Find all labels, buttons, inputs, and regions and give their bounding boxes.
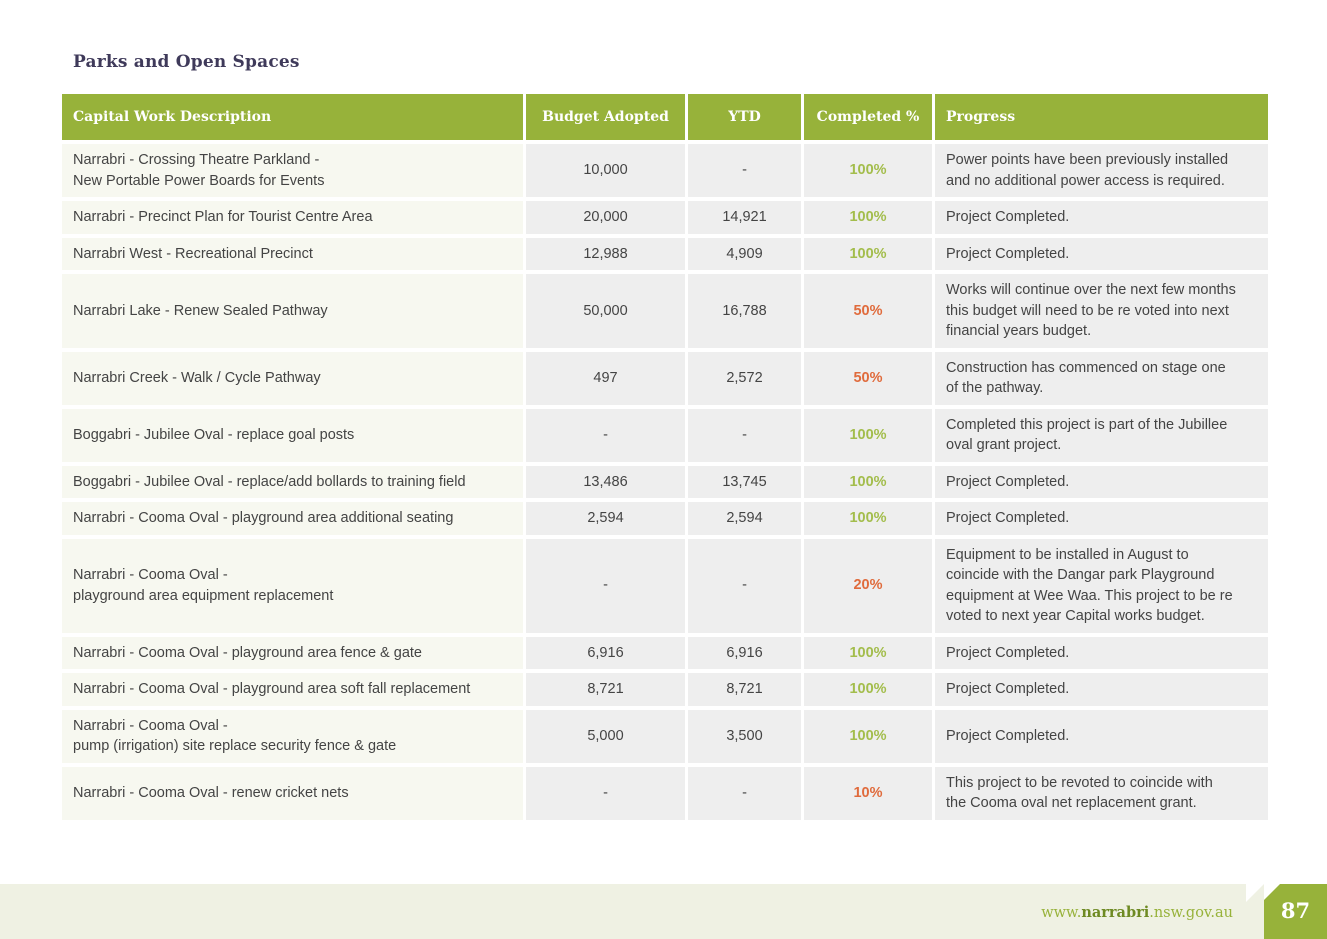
cell-budget-adopted: 8,721 [526, 673, 685, 706]
description-line: Boggabri - Jubilee Oval - replace goal posts [73, 426, 355, 443]
cell-budget-adopted: 6,916 [526, 637, 685, 670]
cell-description [62, 767, 523, 820]
progress-line: Project Completed. [946, 681, 1070, 697]
cell-progress [935, 409, 1268, 462]
cell-budget-adopted: - [526, 409, 685, 462]
table-row [62, 144, 1268, 197]
progress-line: Project Completed. [946, 727, 1070, 744]
progress-line: Works will continue over the next few months [946, 282, 1236, 298]
cell-budget-adopted: - [526, 767, 685, 820]
table-row [62, 274, 1268, 348]
cell-budget-adopted: 497 [526, 352, 685, 405]
cell-completed-percent: 100% [804, 238, 932, 271]
progress-line: Power points have been previously installed [946, 152, 1229, 168]
cell-ytd: 2,572 [688, 352, 801, 405]
progress-line: of the pathway. [946, 380, 1044, 396]
progress-line: Equipment to be installed in August to [946, 546, 1189, 563]
progress-line: Project Completed. [946, 644, 1070, 661]
cell-progress [935, 710, 1268, 763]
cell-description [62, 352, 523, 405]
description-line: Narrabri - Precinct Plan for Tourist Centre Area [73, 209, 373, 225]
progress-line: financial years budget. [946, 323, 1092, 339]
description-line: Boggabri - Jubilee Oval - replace/add bollards to training field [73, 473, 466, 490]
cell-progress [935, 238, 1268, 271]
cell-description [62, 502, 523, 535]
cell-completed-percent: 100% [804, 673, 932, 706]
header-ytd: YTD [688, 94, 801, 140]
cell-completed-percent: 100% [804, 710, 932, 763]
cell-completed-percent: 20% [804, 539, 932, 633]
progress-line: Project Completed. [946, 245, 1070, 262]
cell-budget-adopted: 12,988 [526, 238, 685, 271]
table-header-row [62, 94, 1268, 140]
cell-completed-percent: 10% [804, 767, 932, 820]
cell-budget-adopted: 2,594 [526, 502, 685, 535]
progress-line: voted to next year Capital works budget. [946, 608, 1205, 624]
cell-description [62, 673, 523, 706]
progress-line: Project Completed. [946, 510, 1070, 526]
table-row [62, 539, 1268, 633]
progress-line: Construction has commenced on stage one [946, 359, 1226, 376]
progress-line: Project Completed. [946, 209, 1070, 225]
cell-ytd: 14,921 [688, 201, 801, 234]
cell-ytd: 8,721 [688, 673, 801, 706]
progress-line: coincide with the Dangar park Playground [946, 567, 1215, 583]
page-number: 87 [1280, 898, 1311, 923]
header-completed: Completed % [804, 94, 932, 140]
cell-progress [935, 466, 1268, 499]
progress-line: This project to be revoted to coincide with [946, 774, 1213, 791]
website-link[interactable] [1041, 904, 1233, 921]
page-footer [0, 884, 1327, 939]
cell-progress [935, 673, 1268, 706]
cell-description [62, 144, 523, 197]
cell-ytd: 16,788 [688, 274, 801, 348]
cell-ytd: 3,500 [688, 710, 801, 763]
table-row [62, 502, 1268, 535]
table-row [62, 352, 1268, 405]
cell-budget-adopted: 5,000 [526, 710, 685, 763]
description-line: pump (irrigation) site replace security fence & gate [73, 738, 397, 754]
url-suffix: .nsw.gov.au [1149, 905, 1233, 921]
cell-completed-percent: 100% [804, 466, 932, 499]
capital-works-table [59, 90, 1271, 824]
cell-ytd: - [688, 144, 801, 197]
cell-progress [935, 767, 1268, 820]
table-row [62, 767, 1268, 820]
table-row [62, 409, 1268, 462]
cell-progress [935, 539, 1268, 633]
description-line: Narrabri - Cooma Oval - playground area additional seating [73, 510, 454, 526]
cell-budget-adopted: 10,000 [526, 144, 685, 197]
table-body [62, 144, 1268, 820]
cell-description [62, 637, 523, 670]
description-line: New Portable Power Boards for Events [73, 172, 325, 189]
description-line: Narrabri - Crossing Theatre Parkland - [73, 152, 320, 168]
progress-line: Project Completed. [946, 473, 1070, 490]
cell-progress [935, 637, 1268, 670]
description-line: Narrabri - Cooma Oval - playground area soft fall replacement [73, 681, 471, 697]
cell-progress [935, 352, 1268, 405]
description-line: Narrabri West - Recreational Precinct [73, 245, 313, 262]
cell-completed-percent: 100% [804, 144, 932, 197]
cell-progress [935, 274, 1268, 348]
cell-description [62, 274, 523, 348]
cell-progress [935, 502, 1268, 535]
description-line: Narrabri - Cooma Oval - [73, 717, 228, 734]
cell-ytd: - [688, 409, 801, 462]
description-line: Narrabri Lake - Renew Sealed Pathway [73, 302, 328, 319]
progress-line: and no additional power access is required. [946, 172, 1225, 189]
description-line: Narrabri - Cooma Oval - [73, 567, 228, 583]
cell-progress [935, 201, 1268, 234]
cell-budget-adopted: 20,000 [526, 201, 685, 234]
url-domain: narrabri [1081, 904, 1150, 921]
table-row [62, 466, 1268, 499]
cell-progress [935, 144, 1268, 197]
progress-line: Completed this project is part of the Jubillee [946, 416, 1228, 433]
cell-description [62, 201, 523, 234]
cell-description [62, 539, 523, 633]
cell-ytd: 2,594 [688, 502, 801, 535]
progress-line: the Cooma oval net replacement grant. [946, 795, 1197, 811]
cell-ytd: 4,909 [688, 238, 801, 271]
description-line: Narrabri Creek - Walk / Cycle Pathway [73, 369, 321, 386]
progress-line: equipment at Wee Waa. This project to be re [946, 587, 1233, 604]
cell-budget-adopted: 50,000 [526, 274, 685, 348]
progress-line: oval grant project. [946, 437, 1062, 453]
cell-ytd: 6,916 [688, 637, 801, 670]
header-budget-adopted: Budget Adopted [526, 94, 685, 140]
table-row [62, 238, 1268, 271]
table-row [62, 710, 1268, 763]
cell-budget-adopted: - [526, 539, 685, 633]
table-row [62, 637, 1268, 670]
cell-completed-percent: 50% [804, 274, 932, 348]
cell-completed-percent: 100% [804, 502, 932, 535]
url-prefix: www. [1041, 905, 1082, 921]
header-description: Capital Work Description [62, 94, 523, 140]
footer-notch [1246, 884, 1264, 902]
cell-description [62, 710, 523, 763]
cell-completed-percent: 50% [804, 352, 932, 405]
progress-line: this budget will need to be re voted into next [946, 302, 1229, 319]
cell-description [62, 238, 523, 271]
cell-completed-percent: 100% [804, 409, 932, 462]
cell-ytd: - [688, 767, 801, 820]
description-line: Narrabri - Cooma Oval - playground area fence & gate [73, 644, 422, 661]
description-line: playground area equipment replacement [73, 587, 334, 604]
cell-description [62, 466, 523, 499]
cell-budget-adopted: 13,486 [526, 466, 685, 499]
section-title: Parks and Open Spaces [73, 52, 300, 72]
cell-ytd: - [688, 539, 801, 633]
description-line: Narrabri - Cooma Oval - renew cricket nets [73, 784, 349, 801]
cell-description [62, 409, 523, 462]
cell-completed-percent: 100% [804, 201, 932, 234]
table-row [62, 673, 1268, 706]
header-progress: Progress [935, 94, 1268, 140]
cell-ytd: 13,745 [688, 466, 801, 499]
table-row [62, 201, 1268, 234]
cell-completed-percent: 100% [804, 637, 932, 670]
